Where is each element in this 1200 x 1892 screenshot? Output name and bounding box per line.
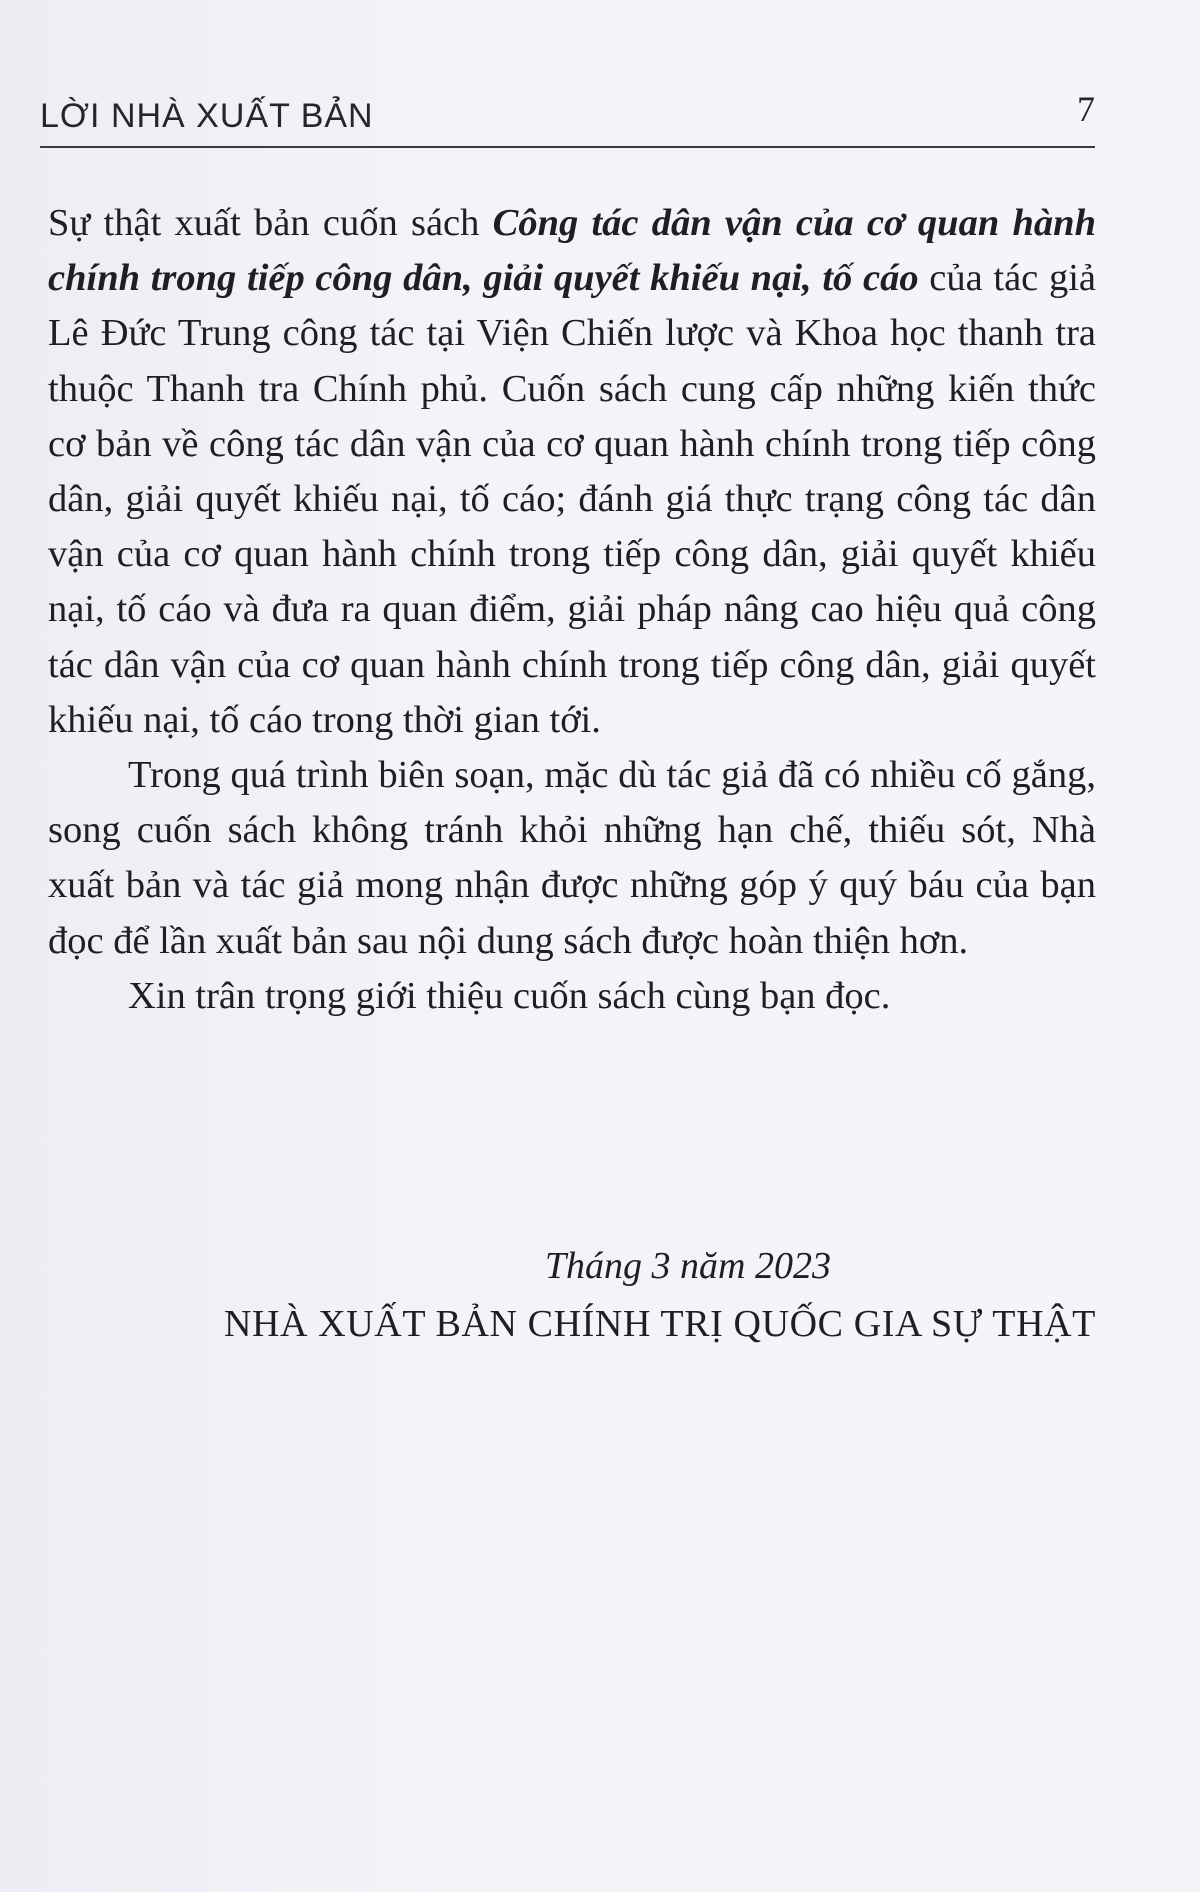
book-title: Công tác dân vận của cơ quan hành chính trong tiếp công dân, giải quyết khiếu nại, tố cáo [48,202,1096,300]
paragraph-2: Trong quá trình biên soạn, mặc dù tác giả đã có nhiều cố gắng, song cuốn sách không tránh khỏi những hạn chế, thiếu sót, Nhà xuất bản và tác giả mong nhận được những góp ý quý báu của bạn đọc để lần xuất bản sau nội dung sách được hoàn thiện hơn. [48,754,1096,962]
closing-block [48,1240,1096,1352]
running-header [40,89,1095,148]
closing-date: Tháng 3 năm 2023 [544,1245,831,1287]
paragraph-1-lead: Sự thật xuất bản cuốn sách [48,202,493,244]
body-text [48,196,1096,1024]
publisher-name: NHÀ XUẤT BẢN CHÍNH TRỊ QUỐC GIA SỰ THẬT [223,1303,1096,1345]
header-title: LỜI NHÀ XUẤT BẢN [40,97,374,135]
page-number: 7 [1077,89,1095,129]
paragraph-1 [48,196,1096,748]
paragraph-3: Xin trân trọng giới thiệu cuốn sách cùng bạn đọc. [128,974,891,1017]
header-rule [40,146,1095,148]
paragraph-1-rest: của tác giả Lê Đức Trung công tác tại Viện Chiến lược và Khoa học thanh tra thuộc Thanh tra Chính phủ. Cuốn sách cung cấp những kiến thức cơ bản về công tác dân vận của cơ quan hành chính trong tiếp công dân, giải quyết khiếu nại, tố cáo; đánh giá thực trạng công tác dân vận của cơ quan hành chính trong tiếp công dân, giải quyết khiếu nại, tố cáo và đưa ra quan điểm, giải pháp nâng cao hiệu quả công tác dân vận của cơ quan hành chính trong tiếp công dân, giải quyết khiếu nại, tố cáo trong thời gian tới. [48,257,1096,741]
